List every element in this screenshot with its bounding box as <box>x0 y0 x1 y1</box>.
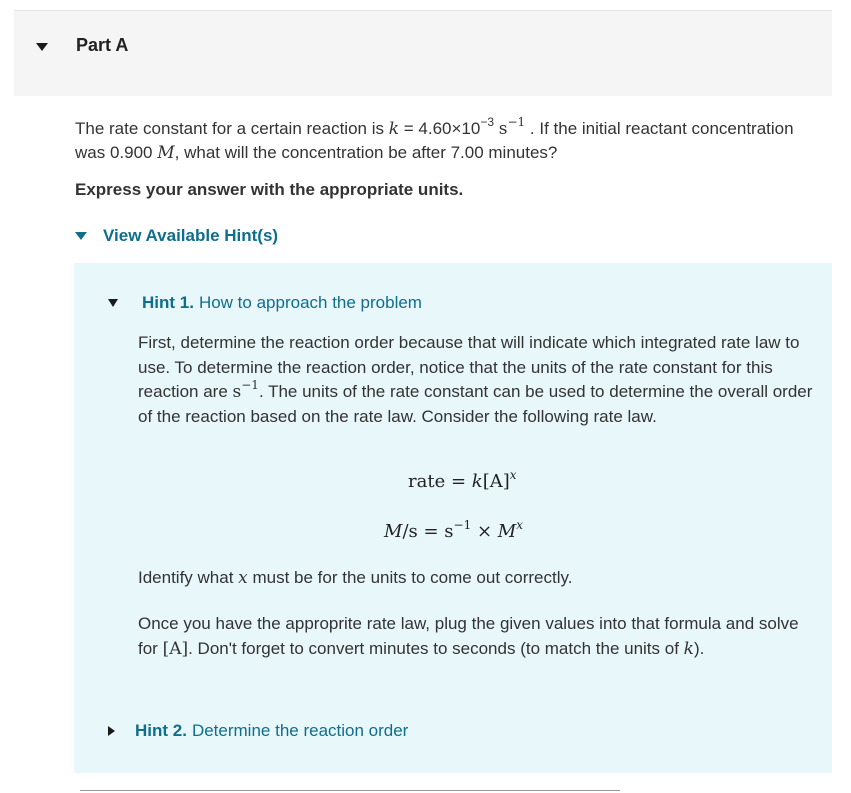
answer-instruction: Express your answer with the appropriate units. <box>75 180 464 199</box>
rate-law-equation: rate = $k[A]^x$ <box>408 468 517 492</box>
identify-text: Identify what x must be for the units to come out correctly. <box>138 568 573 588</box>
question-text: The rate constant for a certain reaction is $k = 4.60\times 10^{-3}$ $s^{-1}$ . If the initial reactant concentration was 0.900 M, what will the concentration be after 7.00 minutes? <box>75 115 794 163</box>
hint-2-header[interactable] <box>108 721 408 741</box>
units-equation: $M/s = s^{-1} \times M^x$ <box>384 518 523 542</box>
caret-down-icon[interactable] <box>36 43 48 51</box>
hint-1-header[interactable] <box>108 293 422 313</box>
hint-2-number[interactable]: Hint 2. <box>135 721 187 740</box>
instructions-text: Once you have the approprite rate law, plug the given values into that formula and solve for [A]. Don't forget to convert minutes to seconds (to match the units of k). <box>138 614 799 659</box>
part-header[interactable] <box>14 10 832 96</box>
caret-down-icon[interactable] <box>75 232 87 240</box>
part-title: Part A <box>76 35 129 55</box>
view-hints-label[interactable]: View Available Hint(s) <box>103 226 279 245</box>
hint-1-number[interactable]: Hint 1. <box>142 293 194 312</box>
view-hints-toggle[interactable] <box>75 226 278 246</box>
caret-right-icon[interactable] <box>108 726 115 736</box>
divider <box>80 790 620 791</box>
caret-down-icon[interactable] <box>108 299 118 307</box>
hint-1-title[interactable]: How to approach the problem <box>198 293 422 312</box>
hint-2-title[interactable]: Determine the reaction order <box>191 721 409 740</box>
hint-panel <box>74 263 832 773</box>
hint-1-paragraph: First, determine the reaction order because that will indicate which integrated rate law to use. To determine the reaction order, notice that the units of the rate constant for this reaction are $s^{-1}$. The units of the rate constant can be used to determine the overall order of the reaction based on the rate law. Consider the following rate law. <box>138 333 813 426</box>
